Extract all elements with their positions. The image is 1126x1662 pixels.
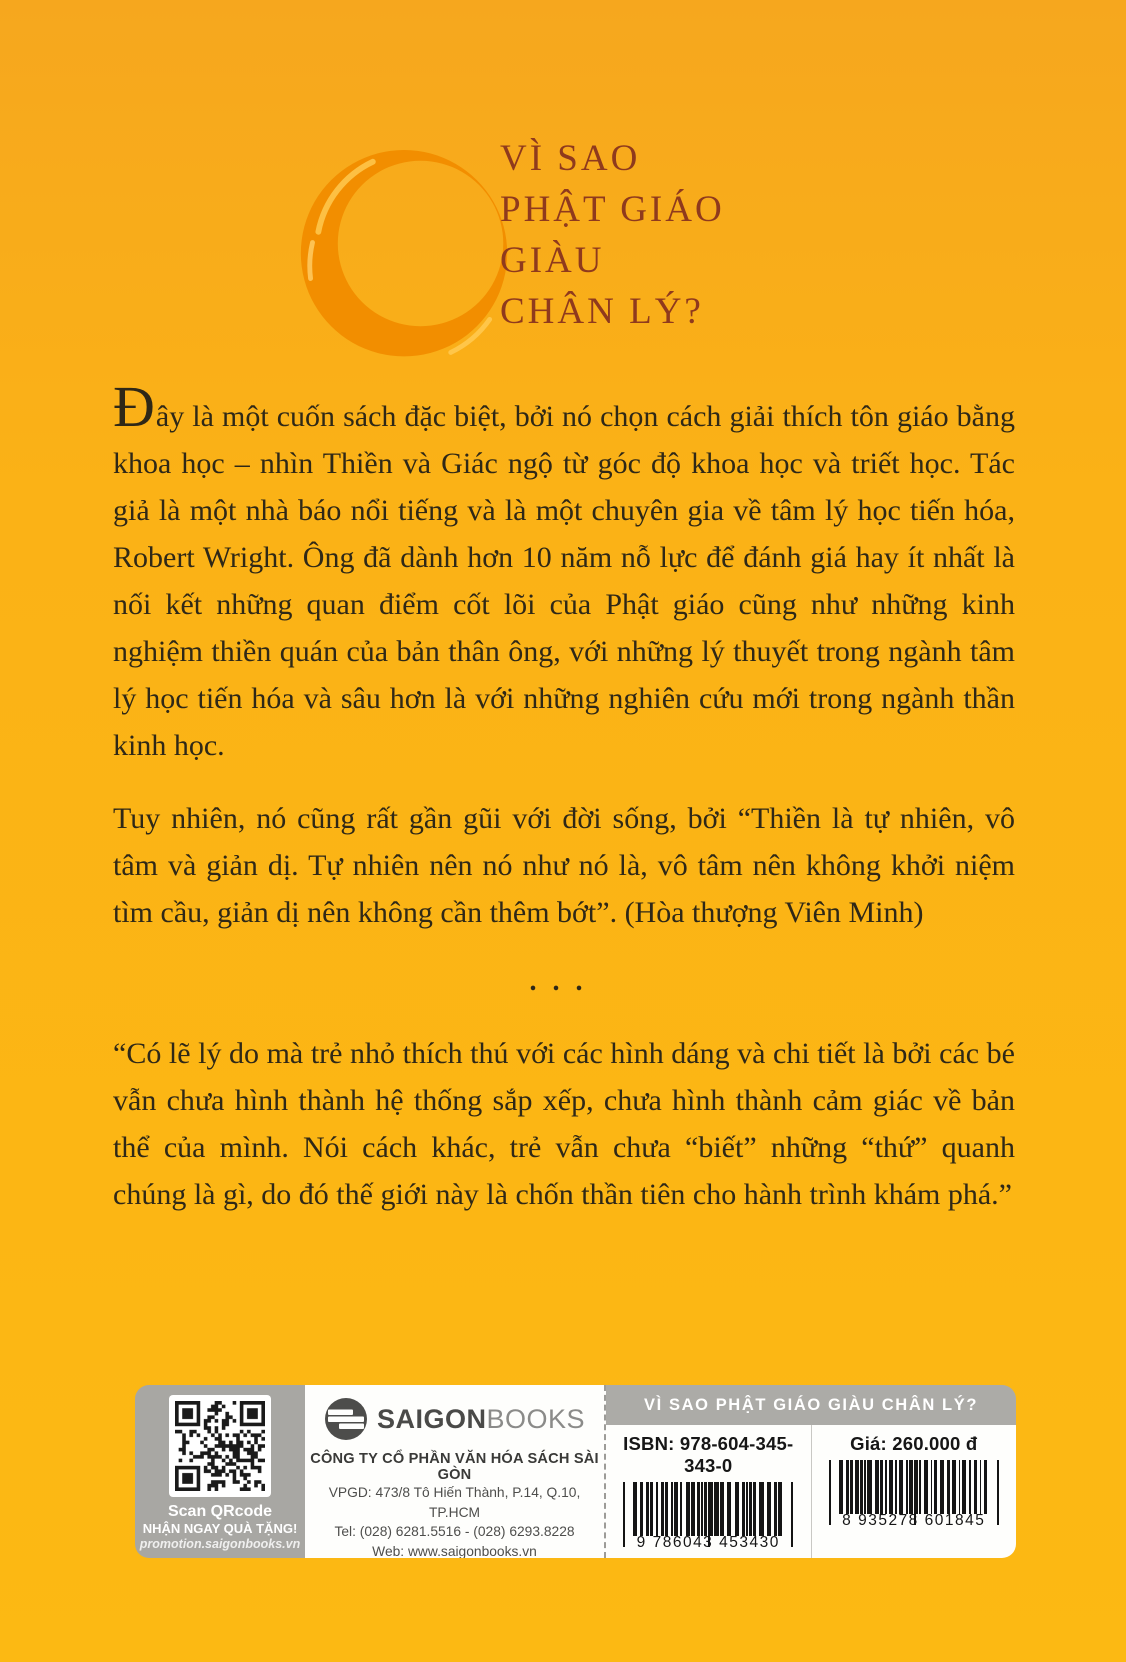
publisher-panel	[305, 1385, 604, 1558]
qr-promo-url: promotion.saigonbooks.vn	[139, 1537, 301, 1551]
blurb-paragraph-3: “Có lẽ lý do mà trẻ nhỏ thích thú với các hình dáng và chi tiết là bởi các bé vẫn chưa hình thành hệ thống sắp xếp, chưa hình thành cảm giác về bản thể của mình. Nói cách khác, trẻ vẫn chưa “biết” những “thứ” quanh chúng là gì, do đó thế giới này là chốn thần tiên cho hành trình khám phá.”	[113, 1037, 1015, 1211]
qr-code-canvas	[175, 1401, 265, 1491]
publisher-info-bar	[135, 1385, 1016, 1558]
blurb-paragraph-1	[113, 374, 1015, 769]
price-barcode-block	[811, 1425, 1017, 1558]
isbn-panel-title: VÌ SAO PHẬT GIÁO GIÀU CHÂN LÝ?	[606, 1385, 1016, 1425]
saigonbooks-logo	[305, 1396, 604, 1442]
saigonbooks-wordmark: SAIGONBOOKS	[376, 1403, 586, 1434]
isbn-panel	[604, 1385, 1016, 1558]
book-title-line: VÌ SAO	[500, 138, 641, 179]
saigonbooks-globe-icon	[324, 1397, 368, 1441]
company-name: CÔNG TY CỔ PHẦN VĂN HÓA SÁCH SÀI GÒN	[310, 1451, 599, 1483]
qr-gift-label: NHẬN NGAY QUÀ TẶNG!	[142, 1521, 298, 1536]
company-address: VPGD: 473/8 Tô Hiến Thành, P.14, Q.10, TP.HCM	[328, 1485, 581, 1520]
dots-separator: ...	[529, 966, 599, 997]
book-title-line: CHÂN LÝ?	[500, 291, 704, 332]
isbn-barcode-digits: 9 786043 453430	[636, 1534, 780, 1551]
book-title-line: PHẬT GIÁO	[500, 189, 725, 230]
qr-scan-label: Scan QRcode	[167, 1503, 273, 1520]
company-web: Web: www.saigonbooks.vn	[372, 1543, 537, 1558]
book-title	[500, 133, 725, 337]
barcodes-row	[606, 1425, 1016, 1558]
company-tel: Tel: (028) 6281.5516 - (028) 6293.8228	[334, 1524, 575, 1539]
isbn-label: ISBN: 978-604-345-343-0	[623, 1433, 794, 1476]
price-barcode	[826, 1460, 1002, 1530]
price-barcode-digits: 8 935278 601845	[842, 1512, 986, 1529]
dropcap-initial: Đ	[113, 374, 156, 439]
back-cover-blurb	[113, 374, 1015, 1244]
blurb-paragraph-2: Tuy nhiên, nó cũng rất gần gũi với đời sống, bởi “Thiền là tự nhiên, vô tâm và giản dị. Tự nhiên nên nó như nó là, vô tâm nên không khởi niệm tìm cầu, giản dị nên không cần thêm bớt”. (Hòa thượng Viên Minh)	[113, 802, 1015, 929]
qr-panel	[135, 1385, 305, 1558]
qr-code	[169, 1395, 271, 1497]
book-title-line: GIÀU	[500, 240, 605, 281]
blurb-paragraph-1-text: ây là một cuốn sách đặc biệt, bởi nó chọn cách giải thích tôn giáo bằng khoa học – nhìn Thiền và Giác ngộ từ góc độ khoa học và triết học. Tác giả là một nhà báo nổi tiếng và là một chuyên gia về tâm lý học tiến hóa, Robert Wright. Ông đã dành hơn 10 năm nỗ lực để đánh giá hay ít nhất là nối kết những quan điểm cốt lõi của Phật giáo cũng như những kinh nghiệm thiền quán của bản thân ông, với những lý thuyết trong ngành tâm lý học tiến hóa và sâu hơn là với những nghiên cứu mới trong ngành thần kinh học.	[113, 400, 1015, 762]
isbn-barcode	[620, 1482, 796, 1552]
price-label: Giá: 260.000 đ	[850, 1433, 978, 1454]
isbn-barcode-block	[606, 1425, 811, 1558]
